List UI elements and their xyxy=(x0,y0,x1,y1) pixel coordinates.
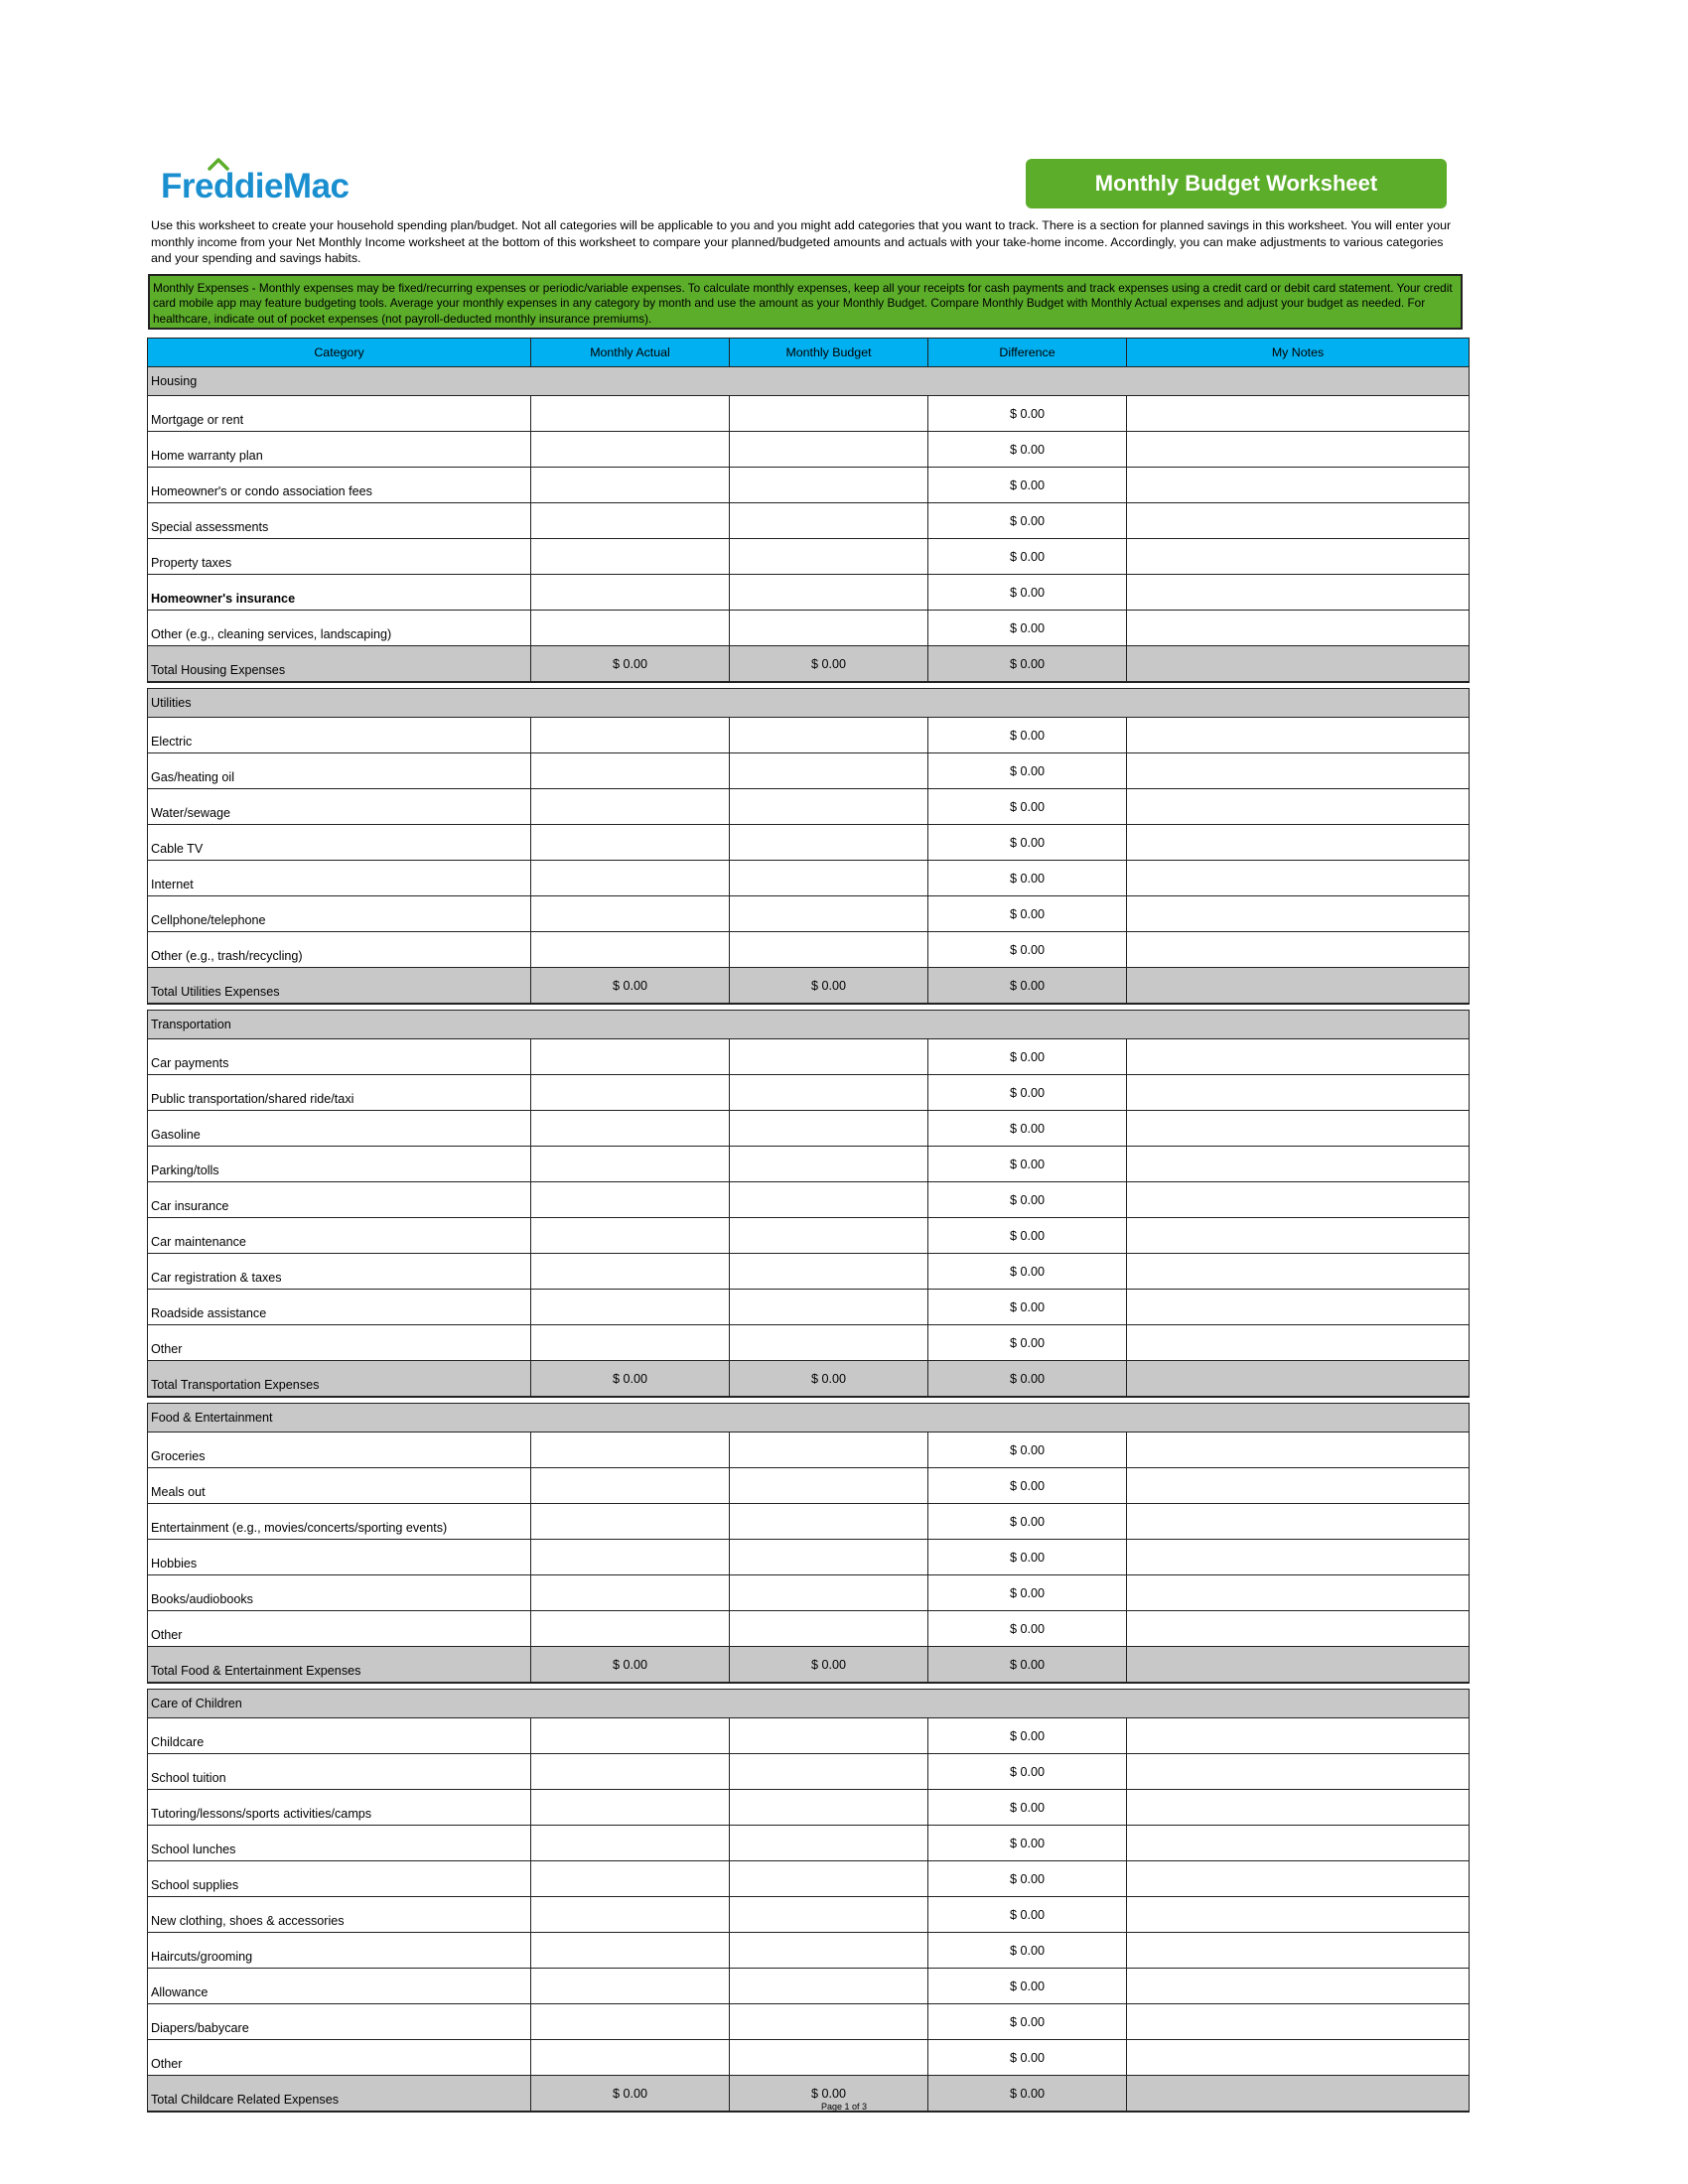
monthly-actual-cell[interactable] xyxy=(531,1325,730,1361)
section-title: Utilities xyxy=(148,689,1470,718)
category-label: Gasoline xyxy=(148,1111,531,1147)
intro-text: Use this worksheet to create your household spending plan/budget. Not all categories will be applicable to you and you might add categories that you want to track. There is a section for planned savings in this worksheet. You will enter your monthly income from your Net Monthly Income worksheet at the bottom of this worksheet to compare your planned/budgeted amounts and actuals with your take-home income. Accordingly, you can make adjustments to various categories and your spending and savings habits. xyxy=(151,218,1452,266)
category-label: School lunches xyxy=(148,1826,531,1861)
total-row xyxy=(148,968,1470,1005)
monthly-budget-cell[interactable] xyxy=(730,861,928,896)
monthly-actual-cell[interactable] xyxy=(531,1290,730,1325)
difference-cell: $ 0.00 xyxy=(928,753,1127,789)
difference-cell: $ 0.00 xyxy=(928,503,1127,539)
monthly-budget-cell[interactable] xyxy=(730,1754,928,1790)
total-notes-cell[interactable] xyxy=(1127,1361,1470,1398)
notes-cell[interactable] xyxy=(1127,1575,1470,1611)
category-label: Other xyxy=(148,2040,531,2076)
total-notes-cell[interactable] xyxy=(1127,968,1470,1005)
category-label: Cellphone/telephone xyxy=(148,896,531,932)
worksheet-title: Monthly Budget Worksheet xyxy=(1026,159,1447,208)
table-row xyxy=(148,1718,1470,1754)
section-title: Transportation xyxy=(148,1011,1470,1039)
monthly-budget-cell[interactable] xyxy=(730,468,928,503)
table-row xyxy=(148,503,1470,539)
table-row xyxy=(148,1861,1470,1897)
category-label: Internet xyxy=(148,861,531,896)
difference-cell: $ 0.00 xyxy=(928,468,1127,503)
monthly-budget-cell[interactable] xyxy=(730,1540,928,1575)
difference-cell: $ 0.00 xyxy=(928,718,1127,753)
table-row xyxy=(148,718,1470,753)
category-label: Special assessments xyxy=(148,503,531,539)
difference-cell: $ 0.00 xyxy=(928,1039,1127,1075)
category-label: Meals out xyxy=(148,1468,531,1504)
notes-cell[interactable] xyxy=(1127,932,1470,968)
difference-cell: $ 0.00 xyxy=(928,1182,1127,1218)
monthly-actual-cell[interactable] xyxy=(531,1718,730,1754)
category-label: Tutoring/lessons/sports activities/camps xyxy=(148,1790,531,1826)
notes-cell[interactable] xyxy=(1127,896,1470,932)
notes-cell[interactable] xyxy=(1127,1754,1470,1790)
category-label: Homeowner's insurance xyxy=(148,575,531,611)
table-row xyxy=(148,575,1470,611)
monthly-budget-cell[interactable] xyxy=(730,611,928,646)
category-label: Public transportation/shared ride/taxi xyxy=(148,1075,531,1111)
monthly-actual-cell[interactable] xyxy=(531,718,730,753)
monthly-budget-cell[interactable] xyxy=(730,825,928,861)
notes-cell[interactable] xyxy=(1127,611,1470,646)
table-row xyxy=(148,1254,1470,1290)
notes-cell[interactable] xyxy=(1127,1147,1470,1182)
table-row xyxy=(148,861,1470,896)
table-row xyxy=(148,1969,1470,2004)
monthly-budget-cell[interactable] xyxy=(730,1182,928,1218)
category-label: Property taxes xyxy=(148,539,531,575)
monthly-budget-cell[interactable] xyxy=(730,1111,928,1147)
monthly-actual-cell[interactable] xyxy=(531,1969,730,2004)
notes-cell[interactable] xyxy=(1127,2040,1470,2076)
monthly-budget-cell[interactable] xyxy=(730,1039,928,1075)
difference-cell: $ 0.00 xyxy=(928,1969,1127,2004)
column-header-difference: Difference xyxy=(928,339,1127,367)
monthly-budget-cell[interactable] xyxy=(730,753,928,789)
category-label: Parking/tolls xyxy=(148,1147,531,1182)
notes-cell[interactable] xyxy=(1127,1718,1470,1754)
category-label: Cable TV xyxy=(148,825,531,861)
difference-cell: $ 0.00 xyxy=(928,1111,1127,1147)
table-row xyxy=(148,1790,1470,1826)
notes-cell[interactable] xyxy=(1127,1611,1470,1647)
monthly-actual-cell[interactable] xyxy=(531,1504,730,1540)
monthly-actual-cell[interactable] xyxy=(531,468,730,503)
category-label: Gas/heating oil xyxy=(148,753,531,789)
monthly-actual-cell[interactable] xyxy=(531,789,730,825)
monthly-budget-cell[interactable] xyxy=(730,1290,928,1325)
difference-cell: $ 0.00 xyxy=(928,825,1127,861)
total-label: Total Housing Expenses xyxy=(148,646,531,683)
category-label: Car insurance xyxy=(148,1182,531,1218)
notes-cell[interactable] xyxy=(1127,432,1470,468)
monthly-actual-cell[interactable] xyxy=(531,825,730,861)
difference-cell: $ 0.00 xyxy=(928,1504,1127,1540)
difference-cell: $ 0.00 xyxy=(928,2040,1127,2076)
table-row xyxy=(148,1039,1470,1075)
notes-cell[interactable] xyxy=(1127,1039,1470,1075)
table-row xyxy=(148,753,1470,789)
monthly-budget-cell[interactable] xyxy=(730,1468,928,1504)
table-row xyxy=(148,1468,1470,1504)
notes-cell[interactable] xyxy=(1127,753,1470,789)
total-difference-cell: $ 0.00 xyxy=(928,2076,1127,2113)
notes-cell[interactable] xyxy=(1127,1504,1470,1540)
difference-cell: $ 0.00 xyxy=(928,1754,1127,1790)
notes-cell[interactable] xyxy=(1127,1182,1470,1218)
monthly-actual-cell[interactable] xyxy=(531,1039,730,1075)
monthly-expenses-note: Monthly Expenses - Monthly expenses may be fixed/recurring expenses or periodic/variable expenses. To calculate monthly expenses, keep all your receipts for cash payments and track expenses using a credit card or debit card statement. Your credit card mobile app may feature budgeting tools. Average your monthly expenses in any category by month and use the amount as your Monthly Budget. Compare Monthly Budget with Monthly Actual expenses and adjust your budget as needed. For healthcare, indicate out of pocket expenses (not payroll-deducted monthly insurance premiums). xyxy=(148,274,1463,330)
monthly-budget-cell[interactable] xyxy=(730,1611,928,1647)
total-actual-cell: $ 0.00 xyxy=(531,1647,730,1684)
section-header-row xyxy=(148,367,1470,396)
category-label: School tuition xyxy=(148,1754,531,1790)
monthly-actual-cell[interactable] xyxy=(531,432,730,468)
monthly-actual-cell[interactable] xyxy=(531,1468,730,1504)
table-row xyxy=(148,932,1470,968)
notes-cell[interactable] xyxy=(1127,1969,1470,2004)
monthly-budget-cell[interactable] xyxy=(730,718,928,753)
monthly-budget-cell[interactable] xyxy=(730,1325,928,1361)
monthly-actual-cell[interactable] xyxy=(531,1147,730,1182)
difference-cell: $ 0.00 xyxy=(928,861,1127,896)
total-actual-cell: $ 0.00 xyxy=(531,2076,730,2113)
total-row xyxy=(148,1647,1470,1684)
difference-cell: $ 0.00 xyxy=(928,1254,1127,1290)
monthly-actual-cell[interactable] xyxy=(531,932,730,968)
notes-cell[interactable] xyxy=(1127,789,1470,825)
section-title: Housing xyxy=(148,367,1470,396)
monthly-budget-cell[interactable] xyxy=(730,896,928,932)
monthly-actual-cell[interactable] xyxy=(531,503,730,539)
table-row xyxy=(148,1540,1470,1575)
monthly-budget-cell[interactable] xyxy=(730,1147,928,1182)
total-notes-cell[interactable] xyxy=(1127,1647,1470,1684)
notes-cell[interactable] xyxy=(1127,1933,1470,1969)
monthly-actual-cell[interactable] xyxy=(531,1897,730,1933)
difference-cell: $ 0.00 xyxy=(928,611,1127,646)
monthly-actual-cell[interactable] xyxy=(531,1254,730,1290)
column-header-actual: Monthly Actual xyxy=(531,339,730,367)
notes-cell[interactable] xyxy=(1127,1433,1470,1468)
notes-cell[interactable] xyxy=(1127,1861,1470,1897)
notes-cell[interactable] xyxy=(1127,1826,1470,1861)
monthly-budget-cell[interactable] xyxy=(730,1075,928,1111)
monthly-budget-cell[interactable] xyxy=(730,575,928,611)
monthly-budget-cell[interactable] xyxy=(730,1790,928,1826)
difference-cell: $ 0.00 xyxy=(928,539,1127,575)
notes-cell[interactable] xyxy=(1127,1111,1470,1147)
notes-cell[interactable] xyxy=(1127,861,1470,896)
table-row xyxy=(148,1325,1470,1361)
difference-cell: $ 0.00 xyxy=(928,789,1127,825)
category-label: Other (e.g., cleaning services, landscaping) xyxy=(148,611,531,646)
table-row xyxy=(148,1111,1470,1147)
table-row xyxy=(148,789,1470,825)
table-row xyxy=(148,1933,1470,1969)
total-budget-cell: $ 0.00 xyxy=(730,1647,928,1684)
monthly-budget-cell[interactable] xyxy=(730,396,928,432)
table-row xyxy=(148,396,1470,432)
category-label: Haircuts/grooming xyxy=(148,1933,531,1969)
table-row xyxy=(148,1433,1470,1468)
category-label: Electric xyxy=(148,718,531,753)
monthly-budget-cell[interactable] xyxy=(730,1254,928,1290)
table-row xyxy=(148,1754,1470,1790)
difference-cell: $ 0.00 xyxy=(928,1075,1127,1111)
monthly-budget-cell[interactable] xyxy=(730,1933,928,1969)
monthly-budget-cell[interactable] xyxy=(730,932,928,968)
page-number: Page 1 of 3 xyxy=(820,2102,868,2112)
budget-table xyxy=(147,338,1470,2113)
total-actual-cell: $ 0.00 xyxy=(531,646,730,683)
table-row xyxy=(148,1147,1470,1182)
monthly-actual-cell[interactable] xyxy=(531,2004,730,2040)
monthly-budget-cell[interactable] xyxy=(730,1897,928,1933)
monthly-budget-cell[interactable] xyxy=(730,2004,928,2040)
notes-cell[interactable] xyxy=(1127,718,1470,753)
column-header-category: Category xyxy=(148,339,531,367)
category-label: Entertainment (e.g., movies/concerts/sporting events) xyxy=(148,1504,531,1540)
section-header-row xyxy=(148,1404,1470,1433)
difference-cell: $ 0.00 xyxy=(928,932,1127,968)
difference-cell: $ 0.00 xyxy=(928,1790,1127,1826)
difference-cell: $ 0.00 xyxy=(928,1933,1127,1969)
section-title: Care of Children xyxy=(148,1690,1470,1718)
monthly-actual-cell[interactable] xyxy=(531,1611,730,1647)
difference-cell: $ 0.00 xyxy=(928,2004,1127,2040)
difference-cell: $ 0.00 xyxy=(928,1290,1127,1325)
monthly-budget-cell[interactable] xyxy=(730,539,928,575)
category-label: Other (e.g., trash/recycling) xyxy=(148,932,531,968)
table-row xyxy=(148,1218,1470,1254)
category-label: Books/audiobooks xyxy=(148,1575,531,1611)
monthly-actual-cell[interactable] xyxy=(531,539,730,575)
category-label: Diapers/babycare xyxy=(148,2004,531,2040)
category-label: Car registration & taxes xyxy=(148,1254,531,1290)
category-label: School supplies xyxy=(148,1861,531,1897)
total-budget-cell: $ 0.00 xyxy=(730,2076,928,2113)
notes-cell[interactable] xyxy=(1127,1790,1470,1826)
table-row xyxy=(148,896,1470,932)
monthly-actual-cell[interactable] xyxy=(531,1575,730,1611)
total-difference-cell: $ 0.00 xyxy=(928,1647,1127,1684)
category-label: Car maintenance xyxy=(148,1218,531,1254)
total-budget-cell: $ 0.00 xyxy=(730,968,928,1005)
monthly-budget-cell[interactable] xyxy=(730,432,928,468)
monthly-budget-cell[interactable] xyxy=(730,503,928,539)
monthly-budget-cell[interactable] xyxy=(730,1861,928,1897)
table-row xyxy=(148,1611,1470,1647)
notes-cell[interactable] xyxy=(1127,1075,1470,1111)
monthly-budget-cell[interactable] xyxy=(730,789,928,825)
notes-cell[interactable] xyxy=(1127,1290,1470,1325)
monthly-actual-cell[interactable] xyxy=(531,1075,730,1111)
monthly-budget-cell[interactable] xyxy=(730,1575,928,1611)
category-label: Allowance xyxy=(148,1969,531,2004)
monthly-actual-cell[interactable] xyxy=(531,1111,730,1147)
monthly-actual-cell[interactable] xyxy=(531,896,730,932)
category-label: Home warranty plan xyxy=(148,432,531,468)
monthly-actual-cell[interactable] xyxy=(531,575,730,611)
table-row xyxy=(148,611,1470,646)
total-actual-cell: $ 0.00 xyxy=(531,1361,730,1398)
monthly-actual-cell[interactable] xyxy=(531,861,730,896)
monthly-budget-cell[interactable] xyxy=(730,2040,928,2076)
total-row xyxy=(148,646,1470,683)
table-row xyxy=(148,2040,1470,2076)
category-label: Mortgage or rent xyxy=(148,396,531,432)
monthly-budget-cell[interactable] xyxy=(730,1218,928,1254)
notes-cell[interactable] xyxy=(1127,2004,1470,2040)
table-row xyxy=(148,1826,1470,1861)
difference-cell: $ 0.00 xyxy=(928,1433,1127,1468)
total-label: Total Food & Entertainment Expenses xyxy=(148,1647,531,1684)
category-label: Groceries xyxy=(148,1433,531,1468)
total-budget-cell: $ 0.00 xyxy=(730,646,928,683)
table-row xyxy=(148,432,1470,468)
total-difference-cell: $ 0.00 xyxy=(928,646,1127,683)
notes-cell[interactable] xyxy=(1127,1540,1470,1575)
svg-text:FreddieMac: FreddieMac xyxy=(161,167,350,205)
table-row xyxy=(148,1504,1470,1540)
total-difference-cell: $ 0.00 xyxy=(928,968,1127,1005)
category-label: Car payments xyxy=(148,1039,531,1075)
table-header-row xyxy=(148,339,1470,367)
monthly-actual-cell[interactable] xyxy=(531,1540,730,1575)
category-label: Roadside assistance xyxy=(148,1290,531,1325)
table-row xyxy=(148,2004,1470,2040)
monthly-actual-cell[interactable] xyxy=(531,396,730,432)
monthly-budget-cell[interactable] xyxy=(730,1504,928,1540)
category-label: Other xyxy=(148,1611,531,1647)
column-header-notes: My Notes xyxy=(1127,339,1470,367)
table-row xyxy=(148,539,1470,575)
difference-cell: $ 0.00 xyxy=(928,1468,1127,1504)
monthly-actual-cell[interactable] xyxy=(531,1861,730,1897)
table-row xyxy=(148,1075,1470,1111)
category-label: New clothing, shoes & accessories xyxy=(148,1897,531,1933)
difference-cell: $ 0.00 xyxy=(928,396,1127,432)
total-actual-cell: $ 0.00 xyxy=(531,968,730,1005)
category-label: Childcare xyxy=(148,1718,531,1754)
notes-cell[interactable] xyxy=(1127,1218,1470,1254)
notes-cell[interactable] xyxy=(1127,468,1470,503)
monthly-actual-cell[interactable] xyxy=(531,2040,730,2076)
column-header-budget: Monthly Budget xyxy=(730,339,928,367)
monthly-actual-cell[interactable] xyxy=(531,611,730,646)
difference-cell: $ 0.00 xyxy=(928,575,1127,611)
difference-cell: $ 0.00 xyxy=(928,1861,1127,1897)
notes-cell[interactable] xyxy=(1127,1325,1470,1361)
difference-cell: $ 0.00 xyxy=(928,432,1127,468)
monthly-budget-cell[interactable] xyxy=(730,1826,928,1861)
notes-cell[interactable] xyxy=(1127,575,1470,611)
difference-cell: $ 0.00 xyxy=(928,1718,1127,1754)
total-label: Total Childcare Related Expenses xyxy=(148,2076,531,2113)
total-notes-cell[interactable] xyxy=(1127,646,1470,683)
total-budget-cell: $ 0.00 xyxy=(730,1361,928,1398)
table-row xyxy=(148,1182,1470,1218)
difference-cell: $ 0.00 xyxy=(928,1147,1127,1182)
monthly-budget-cell[interactable] xyxy=(730,1433,928,1468)
notes-cell[interactable] xyxy=(1127,825,1470,861)
difference-cell: $ 0.00 xyxy=(928,896,1127,932)
difference-cell: $ 0.00 xyxy=(928,1540,1127,1575)
monthly-budget-cell[interactable] xyxy=(730,1718,928,1754)
monthly-actual-cell[interactable] xyxy=(531,1218,730,1254)
category-label: Hobbies xyxy=(148,1540,531,1575)
monthly-actual-cell[interactable] xyxy=(531,1433,730,1468)
difference-cell: $ 0.00 xyxy=(928,1325,1127,1361)
monthly-actual-cell[interactable] xyxy=(531,1182,730,1218)
category-label: Water/sewage xyxy=(148,789,531,825)
category-label: Homeowner's or condo association fees xyxy=(148,468,531,503)
total-difference-cell: $ 0.00 xyxy=(928,1361,1127,1398)
table-row xyxy=(148,1897,1470,1933)
notes-cell[interactable] xyxy=(1127,1897,1470,1933)
difference-cell: $ 0.00 xyxy=(928,1611,1127,1647)
notes-cell[interactable] xyxy=(1127,1468,1470,1504)
difference-cell: $ 0.00 xyxy=(928,1575,1127,1611)
monthly-actual-cell[interactable] xyxy=(531,1826,730,1861)
monthly-actual-cell[interactable] xyxy=(531,753,730,789)
notes-cell[interactable] xyxy=(1127,1254,1470,1290)
monthly-actual-cell[interactable] xyxy=(531,1754,730,1790)
monthly-actual-cell[interactable] xyxy=(531,1933,730,1969)
freddie-mac-logo xyxy=(159,151,397,210)
monthly-budget-cell[interactable] xyxy=(730,1969,928,2004)
section-header-row xyxy=(148,1011,1470,1039)
table-row xyxy=(148,1575,1470,1611)
section-title: Food & Entertainment xyxy=(148,1404,1470,1433)
difference-cell: $ 0.00 xyxy=(928,1218,1127,1254)
total-row xyxy=(148,1361,1470,1398)
section-header-row xyxy=(148,689,1470,718)
section-header-row xyxy=(148,1690,1470,1718)
difference-cell: $ 0.00 xyxy=(928,1826,1127,1861)
notes-cell[interactable] xyxy=(1127,503,1470,539)
table-row xyxy=(148,825,1470,861)
monthly-actual-cell[interactable] xyxy=(531,1790,730,1826)
total-label: Total Transportation Expenses xyxy=(148,1361,531,1398)
notes-cell[interactable] xyxy=(1127,396,1470,432)
table-row xyxy=(148,1290,1470,1325)
table-row xyxy=(148,468,1470,503)
total-label: Total Utilities Expenses xyxy=(148,968,531,1005)
difference-cell: $ 0.00 xyxy=(928,1897,1127,1933)
notes-cell[interactable] xyxy=(1127,539,1470,575)
category-label: Other xyxy=(148,1325,531,1361)
